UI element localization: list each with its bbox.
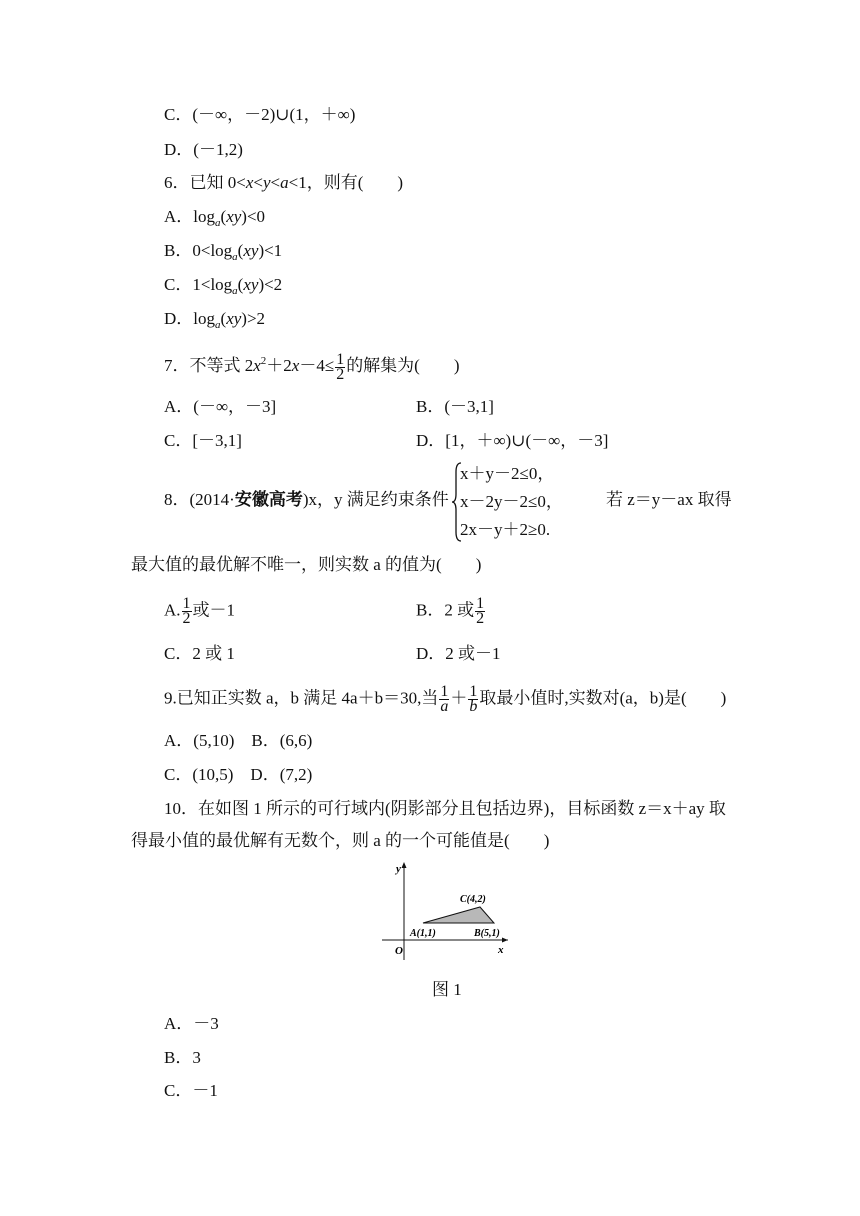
x-axis-label: x [498,944,504,956]
shaded-region [423,907,494,923]
fraction-one-half: $\frac{1}{2}$ [476,595,485,627]
q6-option-a: A．$\log_a(xy)<0$ [164,207,266,229]
q8-option-b: B．2 或 $\frac{1}{2}$ [416,595,485,627]
q8-option-d: D．2 或－1 [416,644,501,663]
q10-option-c: C．－1 [164,1081,218,1100]
x-axis-arrow [502,938,508,943]
q5-option-d: D．(－1,2) [164,140,243,159]
q5-option-c: C．(－∞，－2)∪(1，＋∞) [164,105,356,124]
fraction-one-half: $\frac{1}{2}$ [182,595,191,627]
q8-stem-line2: 最大值的最优解不唯一，则实数 a 的值为( ) [131,555,482,574]
q6-option-c: C．$1<\log_a(xy)<2$ [164,275,283,297]
q10-stem-line1: 10．在如图 1 所示的可行域内(阴影部分且包括边界)，目标函数 z＝x＋ay 取 [164,799,726,818]
q7-option-d: D．[1，＋∞)∪(－∞，－3] [416,431,609,450]
q7-option-b: B．(－3,1] [416,397,494,416]
point-b-label: B(5,1) [474,928,500,939]
fraction-one-over-b: $\frac{1}{b}$ [469,683,478,715]
figure-caption: 图 1 [432,980,462,999]
origin-label: O [395,945,403,957]
q8-constraint-3: 2x－y＋2≥0. [460,520,551,539]
q8-option-c: C．2 或 1 [164,644,235,663]
point-c-label: C(4,2) [460,894,486,905]
y-axis-arrow [402,862,407,868]
q7-stem: 7．不等式 $2x^2+2x-4\le$ $\frac{1}{2}$ 的解集为( ) [164,350,460,383]
q9-options-row1: A．(5,10) B．(6,6) [164,731,313,750]
q7-option-c: C．[－3,1] [164,431,242,450]
q8-source: 安徽高考 [234,490,303,509]
q10-option-b: B．3 [164,1048,201,1067]
q8-constraint-1: x＋y－2≤0， [460,464,555,483]
fraction-one-over-a: $\frac{1}{a}$ [440,683,449,715]
fraction-one-half: $\frac{1}{2}$ [336,350,345,383]
q8-stem-start: 8．(2014·安徽高考)x，y 满足约束条件 [164,490,449,509]
q9-options-row2: C．(10,5) D．(7,2) [164,765,313,784]
q8-constraint-2: x－2y－2≤0， [460,492,563,511]
q7-option-a: A．(－∞，－3] [164,397,277,416]
q10-stem-line2: 得最小值的最优解有无数个，则 a 的一个可能值是( ) [131,831,550,850]
q9-stem: 9.已知正实数 a，b 满足 4a＋b＝30,当 $\frac{1}{a}$ ＋ $\frac{1}{b}$ 取最小值时,实数对(a，b)是( ) [164,683,727,715]
point-a-label: A(1,1) [410,928,436,939]
q10-option-a: A．－3 [164,1014,219,1033]
q6-option-d: D．$\log_a(xy)>2$ [164,309,266,331]
figure-feasible-region [380,858,515,960]
q8-stem-end: 若 z＝y－ax 取得 [606,490,732,509]
y-axis-label: y [396,863,401,875]
q6-option-b: B．$0<\log_a(xy)<1$ [164,241,283,263]
q6-stem: 6．已知 0<x<y<a<1，则有( ) [164,173,404,192]
q8-option-a: A. $\frac{1}{2}$ 或－1 [164,595,236,627]
